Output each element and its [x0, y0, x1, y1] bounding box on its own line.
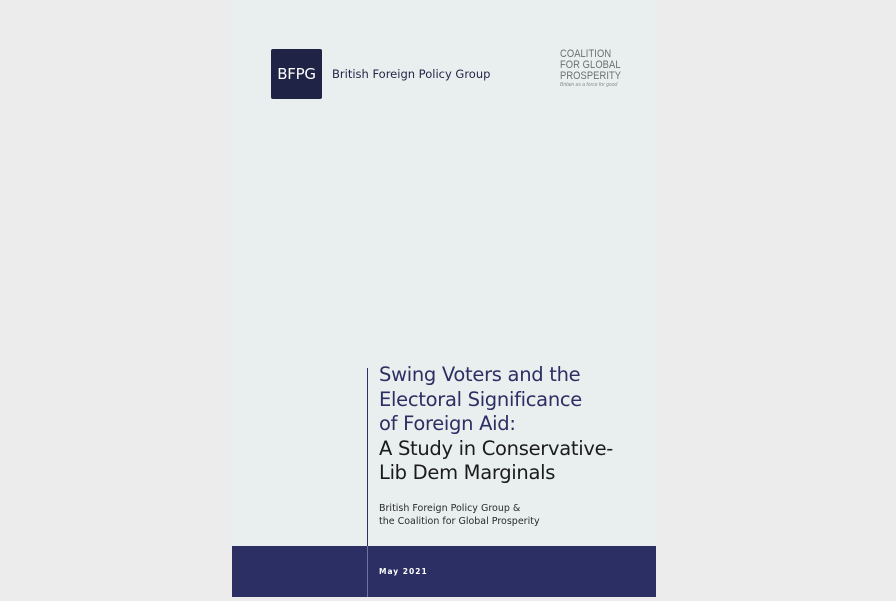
- bfpg-logo: [271, 49, 322, 99]
- authors-line-1: British Foreign Policy Group &: [379, 503, 521, 514]
- subtitle-line-1: A Study in Conservative-: [379, 436, 614, 460]
- bfpg-logo-text: BFPG: [277, 65, 316, 83]
- title-line-1: Swing Voters and the: [379, 363, 581, 386]
- cgp-logo-tagline: Britain as a force for good: [560, 82, 618, 88]
- footer-band: [232, 546, 656, 597]
- title-line-2: Electoral Significance: [379, 387, 582, 411]
- cgp-logo-line-1: COALITION: [560, 48, 612, 60]
- report-cover-page: [232, 0, 656, 597]
- subtitle-line-2: Lib Dem Marginals: [379, 461, 556, 484]
- report-title: [379, 363, 649, 486]
- title-line-3: of Foreign Aid:: [379, 412, 516, 435]
- authors-line-2: the Coalition for Global Prosperity: [379, 516, 540, 527]
- footer-vertical-rule: [367, 546, 368, 597]
- cgp-logo: [560, 49, 640, 88]
- bfpg-organization-name: British Foreign Policy Group: [332, 67, 491, 81]
- cgp-logo-line-2: FOR GLOBAL: [560, 59, 621, 71]
- cgp-logo-line-3: PROSPERITY: [560, 70, 622, 82]
- publication-date: May 2021: [379, 567, 428, 576]
- report-authors: [379, 502, 540, 528]
